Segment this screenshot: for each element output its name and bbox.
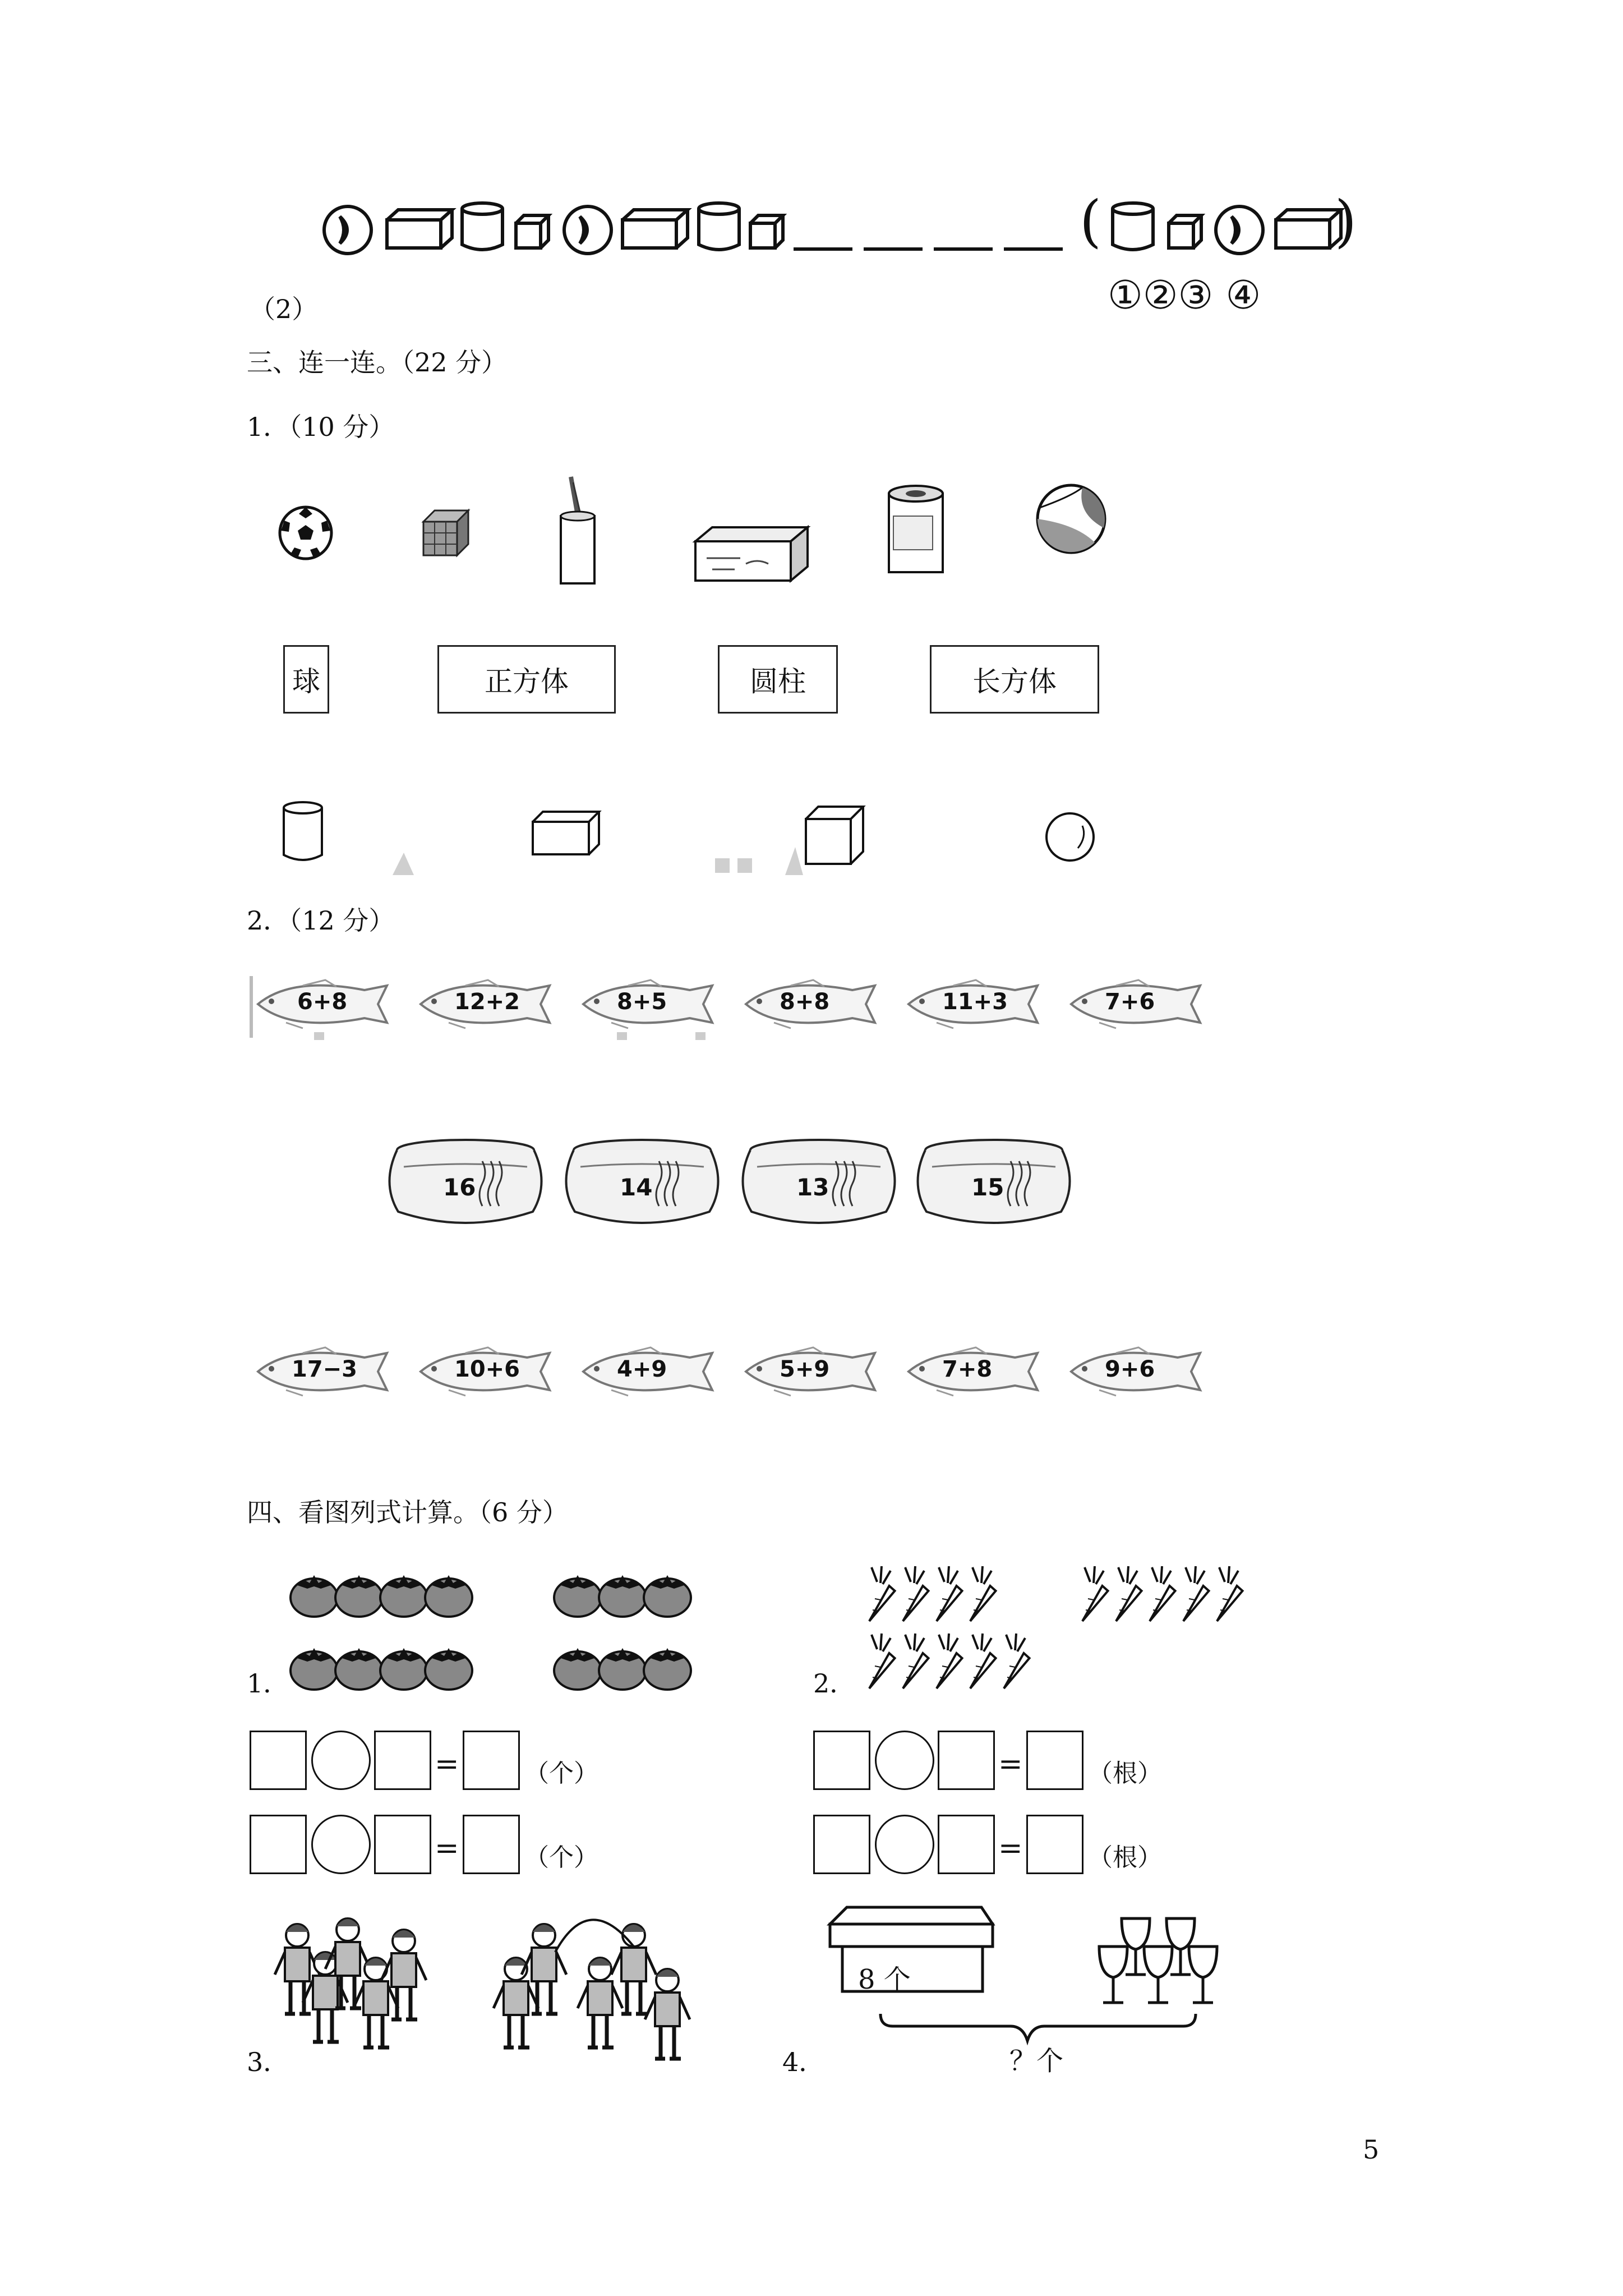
fish-card[interactable]	[740, 979, 903, 1029]
cuboid-icon	[1276, 210, 1341, 248]
equation-row	[250, 1815, 597, 1876]
fish-card[interactable]	[740, 1346, 903, 1397]
moon-ball-icon	[564, 206, 611, 254]
operator-circle[interactable]	[875, 1815, 934, 1874]
bowl-number: 16	[443, 1174, 476, 1201]
question-3-label: 3．	[247, 2047, 289, 2077]
bowl-number: 13	[796, 1174, 829, 1201]
unit-label: （个）	[524, 1843, 598, 1872]
child-icon	[275, 1918, 426, 2047]
cube-icon	[1169, 215, 1201, 248]
carrot-icon	[869, 1566, 997, 1626]
cube-icon	[750, 215, 783, 248]
pattern-sequence	[0, 188, 1623, 303]
fish-card[interactable]	[1066, 979, 1228, 1029]
answer-box[interactable]	[813, 1731, 870, 1790]
answer-box[interactable]	[250, 1815, 307, 1874]
fish-bowl[interactable]	[915, 1139, 1072, 1228]
question-4-label: 4．	[782, 2047, 825, 2077]
question-mark-label: ？个	[1009, 2045, 1064, 2077]
tomato-icon	[291, 1648, 472, 1690]
brace	[880, 2014, 1196, 2041]
answer-box[interactable]	[374, 1731, 431, 1790]
tomato-icon	[291, 1575, 472, 1617]
answer-box[interactable]	[1026, 1815, 1083, 1874]
unit-label: （根）	[1088, 1759, 1162, 1788]
fish-expression: 17−3	[292, 1356, 358, 1382]
fish-expression: 4+9	[617, 1356, 667, 1382]
fish-card[interactable]	[415, 1346, 578, 1397]
section-3-title: 三、连一连。（22 分）	[247, 347, 508, 378]
moon-ball-icon	[1216, 206, 1263, 254]
unit-label: （根）	[1088, 1843, 1162, 1872]
pen-holder-icon	[561, 477, 594, 583]
tomatoes-picture	[280, 1559, 785, 1705]
answer-box[interactable]	[813, 1815, 870, 1874]
part-1-label: 1．（10 分）	[247, 412, 395, 442]
fish-expression: 12+2	[454, 989, 520, 1015]
carrot-icon	[869, 1634, 1030, 1693]
option-numbers: ①②③ ④	[1108, 272, 1261, 318]
answer-box[interactable]	[938, 1815, 995, 1874]
shape-row	[0, 791, 1623, 903]
question-1-label: 1．	[247, 1668, 289, 1699]
answer-box[interactable]	[250, 1731, 307, 1790]
fish-card[interactable]	[903, 1346, 1066, 1397]
answer-box[interactable]	[374, 1815, 431, 1874]
soccer-ball-icon	[280, 507, 331, 559]
rubiks-cube-icon	[423, 510, 468, 555]
equation-row	[813, 1731, 1183, 1792]
fish-bowl[interactable]	[740, 1139, 897, 1228]
child-icon	[494, 1924, 690, 2059]
section-4-title: 四、看图列式计算。（6 分）	[247, 1497, 568, 1527]
fish-expression: 5+9	[780, 1356, 830, 1382]
fish-card[interactable]	[252, 1346, 415, 1397]
cuboid-icon	[387, 210, 452, 248]
fish-expression: 10+6	[454, 1356, 520, 1382]
equals-sign: =	[998, 1747, 1023, 1781]
option-close-paren: )	[1335, 188, 1357, 254]
part-2-label: 2．（12 分）	[247, 905, 395, 936]
fish-bowl[interactable]	[564, 1139, 721, 1228]
operator-circle[interactable]	[311, 1731, 371, 1790]
operator-circle[interactable]	[311, 1815, 371, 1874]
label-cuboid[interactable]: 长方体	[930, 645, 1099, 714]
fish-expression: 7+8	[942, 1356, 993, 1382]
tomato-icon	[554, 1648, 691, 1690]
carrots-picture	[852, 1548, 1357, 1694]
question-2-label-s4: 2．	[813, 1668, 856, 1699]
cylinder-icon	[1113, 203, 1153, 250]
scan-marks	[247, 976, 695, 1021]
children-picture	[275, 1902, 735, 2070]
label-cube[interactable]: 正方体	[437, 645, 616, 714]
cube-icon	[806, 807, 863, 864]
fish-card[interactable]	[578, 1346, 740, 1397]
box-icon	[830, 1907, 993, 1991]
equals-sign: =	[435, 1832, 459, 1865]
cylinder-icon	[284, 802, 322, 860]
fish-expression: 8+8	[780, 989, 830, 1015]
cuboid-icon	[623, 210, 688, 248]
fish-expression: 6+8	[297, 989, 348, 1015]
unit-label: （个）	[524, 1759, 598, 1788]
answer-box[interactable]	[938, 1731, 995, 1790]
cylinder-icon	[462, 203, 502, 250]
fish-expression: 7+6	[1105, 989, 1155, 1015]
equation-row	[250, 1731, 597, 1792]
box-icon	[695, 527, 808, 581]
fish-expression: 9+6	[1105, 1356, 1155, 1382]
cube-icon	[516, 215, 548, 248]
answer-box[interactable]	[463, 1815, 520, 1874]
label-sphere[interactable]: 球	[283, 645, 329, 714]
cup-icon	[1099, 1918, 1217, 2003]
beach-ball-icon	[1038, 485, 1105, 553]
page-number: 5	[1363, 2134, 1380, 2165]
equals-sign: =	[998, 1832, 1023, 1865]
fish-expression: 8+5	[617, 989, 667, 1015]
option-open-paren: (	[1080, 188, 1102, 254]
can-icon	[889, 486, 943, 572]
fish-expression: 11+3	[942, 989, 1008, 1015]
equals-sign: =	[435, 1747, 459, 1781]
fish-card[interactable]	[903, 979, 1066, 1029]
label-cylinder[interactable]: 圆柱	[718, 645, 838, 714]
equation-row	[813, 1815, 1183, 1876]
moon-ball-icon	[324, 206, 371, 254]
bowl-number: 14	[620, 1174, 653, 1201]
bowl-number: 15	[971, 1174, 1004, 1201]
cuboid-icon	[533, 812, 599, 854]
cylinder-icon	[699, 203, 739, 250]
fish-bowl[interactable]	[387, 1139, 544, 1228]
box-count-label: 8 个	[858, 1964, 911, 1995]
fish-card[interactable]	[1066, 1346, 1228, 1397]
carrot-icon	[1082, 1566, 1243, 1626]
object-row	[0, 466, 1623, 611]
answer-box[interactable]	[1026, 1731, 1083, 1790]
question-2-label: （2）	[250, 294, 318, 324]
sphere-icon	[1046, 813, 1094, 861]
tomato-icon	[554, 1575, 691, 1617]
answer-box[interactable]	[463, 1731, 520, 1790]
operator-circle[interactable]	[875, 1731, 934, 1790]
